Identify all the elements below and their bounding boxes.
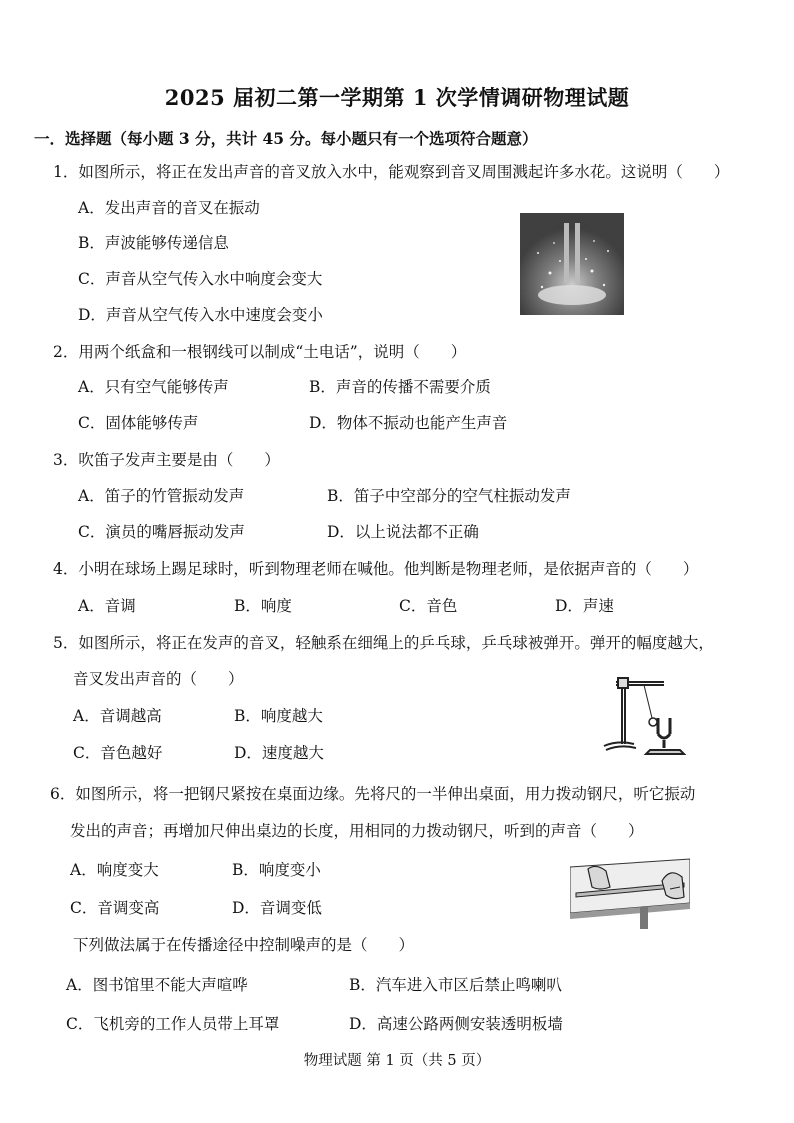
question-3-option-b: B．笛子中空部分的空气柱振动发声: [327, 487, 571, 505]
question-4-stem: 4．小明在球场上踢足球时，听到物理老师在喊他。他判断是物理老师，是依据声音的（ ）: [53, 560, 699, 578]
question-4-option-b: B．响度: [234, 597, 292, 615]
question-5-option-d: D．速度越大: [234, 744, 324, 762]
section-heading: 一．选择题（每小题 3 分，共计 45 分。每小题只有一个选项符合题意）: [34, 129, 538, 148]
question-7-option-c: C．飞机旁的工作人员带上耳罩: [66, 1015, 280, 1033]
question-5-option-a: A．音调越高: [73, 707, 162, 725]
question-6-option-d: D．音调变低: [232, 899, 322, 917]
question-1-stem: 1．如图所示，将正在发出声音的音叉放入水中，能观察到音叉周围溅起许多水花。这说明（ ）: [53, 163, 730, 181]
question-7-stem: 下列做法属于在传播途径中控制噪声的是（ ）: [73, 936, 415, 954]
tuning-fork-and-pingpong-ball-diagram: [598, 670, 698, 758]
question-7-option-a: A．图书馆里不能大声喧哗: [66, 976, 248, 994]
question-3-stem: 3．吹笛子发声主要是由（ ）: [53, 451, 280, 469]
page-title: 2025 届初二第一学期第 1 次学情调研物理试题: [164, 85, 630, 110]
question-5-stem-line-1: 5．如图所示，将正在发声的音叉，轻触系在细绳上的乒乓球，乒乓球被弹开。弹开的幅度越大，: [53, 634, 714, 652]
question-6-stem-line-1: 6．如图所示，将一把钢尺紧按在桌面边缘。先将尺的一半伸出桌面，用力拨动钢尺，听它振动: [50, 785, 696, 803]
question-4-option-d: D．声速: [555, 597, 614, 615]
question-1-option-d: D．声音从空气传入水中速度会变小: [78, 306, 323, 324]
question-1-option-a: A．发出声音的音叉在振动: [78, 199, 260, 217]
question-1-option-c: C．声音从空气传入水中响度会变大: [78, 270, 323, 288]
question-2-option-b: B．声音的传播不需要介质: [309, 378, 491, 396]
question-2-option-d: D．物体不振动也能产生声音: [309, 414, 508, 432]
steel-ruler-on-desk-diagram: [570, 853, 690, 931]
question-1-option-b: B．声波能够传递信息: [78, 234, 229, 252]
question-5-option-b: B．响度越大: [234, 707, 323, 725]
question-4-option-c: C．音色: [399, 597, 458, 615]
question-3-option-c: C．演员的嘴唇振动发声: [78, 523, 245, 541]
question-2-option-a: A．只有空气能够传声: [78, 378, 229, 396]
question-7-option-b: B．汽车进入市区后禁止鸣喇叭: [349, 976, 562, 994]
question-2-stem: 2．用两个纸盒和一根钢线可以制成“土电话”，说明（ ）: [53, 343, 467, 361]
question-3-option-a: A．笛子的竹管振动发声: [78, 487, 245, 505]
question-3-option-d: D．以上说法都不正确: [327, 523, 479, 541]
question-6-option-c: C．音调变高: [70, 899, 160, 917]
question-6-stem-line-2: 发出的声音；再增加尺伸出桌边的长度，用相同的力拨动钢尺，听到的声音（ ）: [70, 822, 644, 840]
question-5-option-c: C．音色越好: [73, 744, 163, 762]
question-6-option-a: A．响度变大: [70, 861, 159, 879]
question-4-option-a: A．音调: [78, 597, 136, 615]
question-5-stem-line-2: 音叉发出声音的（ ）: [73, 670, 244, 688]
tuning-fork-in-water-photo: [520, 213, 624, 315]
question-2-option-c: C．固体能够传声: [78, 414, 199, 432]
question-6-option-b: B．响度变小: [232, 861, 321, 879]
page-footer: 物理试题 第 1 页（共 5 页）: [303, 1053, 491, 1069]
question-7-option-d: D．高速公路两侧安装透明板墙: [349, 1015, 563, 1033]
